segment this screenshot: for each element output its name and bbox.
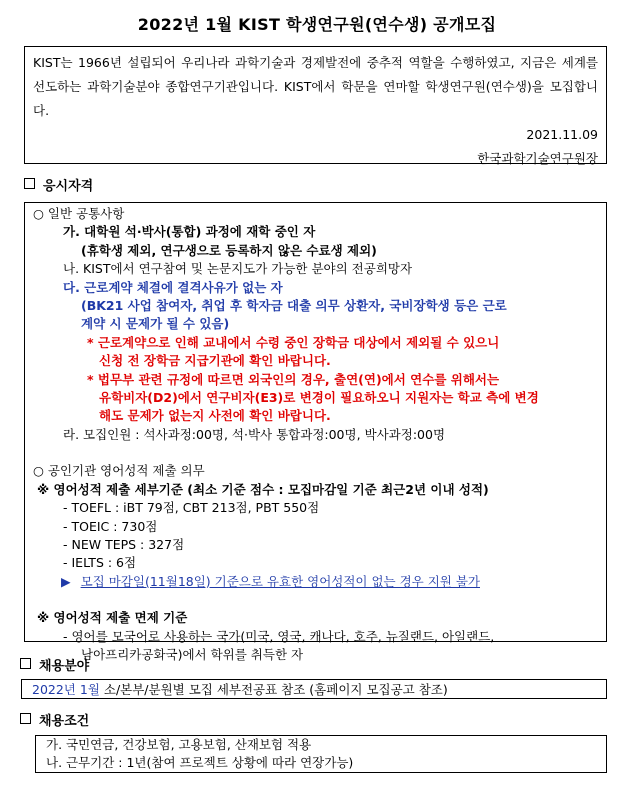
toefl-line: - TOEFL : iBT 79점, CBT 213점, PBT 550점	[63, 500, 320, 516]
field-prefix: 2022년 1월	[32, 682, 100, 697]
qualification-heading: 응시자격	[24, 175, 93, 194]
ielts-line: - IELTS : 6점	[63, 555, 137, 571]
page-title: 2022년 1월 KIST 학생연구원(연수생) 공개모집	[137, 15, 497, 34]
item-da-line1: 다. 근로계약 체결에 결격사유가 없는 자	[63, 279, 283, 295]
exempt-line1: - 영어를 모국어로 사용하는 국가(미국, 영국, 캐나다, 호주, 뉴질랜드, 아일랜드,	[63, 628, 495, 644]
toeic-line: - TOEIC : 730점	[63, 518, 158, 534]
condition-na: 나. 근무기간 : 1년(참여 프로젝트 상황에 따라 연장가능)	[46, 754, 354, 770]
item-ga-line2: (휴학생 제외, 연구생으로 등록하지 않은 수료생 제외)	[81, 242, 377, 258]
red-note1-line1: * 근로계약으로 인해 교내에서 수령 중인 장학금 대상에서 제외될 수 있으니	[87, 334, 500, 350]
arrow-right-icon: ▶	[61, 573, 71, 589]
english-notice	[25, 573, 606, 591]
condition-box	[35, 735, 607, 773]
qualification-box	[24, 202, 607, 662]
intro-signature: 한국과학기술연구원장	[477, 151, 598, 166]
english-detail-heading: ※ 영어성적 제출 세부기준 (최소 기준 점수 : 모집마감일 기준 최근2년 이내 성적)	[37, 481, 489, 497]
item-na: 나. KIST에서 연구참여 및 논문지도가 가능한 분야의 전공희망자	[63, 261, 413, 277]
square-bullet-icon	[20, 658, 31, 669]
item-da-line2: (BK21 사업 참여자, 취업 후 학자금 대출 의무 상환자, 국비장학생 등은 근로	[81, 298, 507, 314]
item-da-line3: 계약 시 문제가 될 수 있음)	[81, 316, 230, 332]
item-ra: 라. 모집인원 : 석사과정:00명, 석·박사 통합과정:00명, 박사과정:00명	[63, 426, 446, 442]
red-note2-line1: * 법무부 관련 규정에 따르면 외국인의 경우, 출연(연)에서 연수를 위해서는	[87, 371, 500, 387]
red-note2-line2: 유학비자(D2)에서 연구비자(E3)로 변경이 필요하오니 지원자는 학교 측에 변경	[99, 390, 539, 406]
intro-date: 2021.11.09	[526, 127, 598, 142]
square-bullet-icon	[24, 178, 35, 189]
general-heading: ○ 일반 공통사항	[33, 206, 125, 221]
field-text: 소/본부/분원별 모집 세부전공표 참조 (홈페이지 모집공고 참조)	[99, 682, 448, 697]
field-box	[21, 679, 607, 699]
exempt-heading: ※ 영어성적 제출 면제 기준	[37, 610, 188, 626]
exempt-line2: 남아프리카공화국)에서 학위를 취득한 자	[81, 646, 304, 662]
english-heading: ○ 공인기관 영어성적 제출 의무	[33, 463, 205, 479]
condition-heading: 채용조건	[20, 710, 89, 729]
red-note2-line3: 해도 문제가 없는지 사전에 확인 바랍니다.	[99, 408, 331, 424]
condition-ga: 가. 국민연금, 건강보험, 고용보험, 산재보험 적용	[46, 737, 312, 752]
intro-body: KIST는 1966년 설립되어 우리나라 과학기술과 경제발전에 중추적 역할을 수행하였고, 지금은 세계를 선도하는 과학기술분야 종합연구기관입니다. KIST에서 학문을 연마할 학생연구원(연수생)을 모집합니다.	[33, 55, 598, 118]
english-notice-text: 모집 마감일(11월18일) 기준으로 유효한 영어성적이 없는 경우 지원 불가	[80, 573, 480, 589]
item-ga-line1: 가. 대학원 석·박사(통합) 과정에 재학 중인 자	[63, 224, 316, 240]
square-bullet-icon	[20, 713, 31, 724]
teps-line: - NEW TEPS : 327점	[63, 536, 185, 552]
red-note1-line2: 신청 전 장학금 지급기관에 확인 바랍니다.	[99, 353, 331, 369]
field-heading: 채용분야	[20, 655, 89, 674]
intro-box	[24, 46, 607, 164]
